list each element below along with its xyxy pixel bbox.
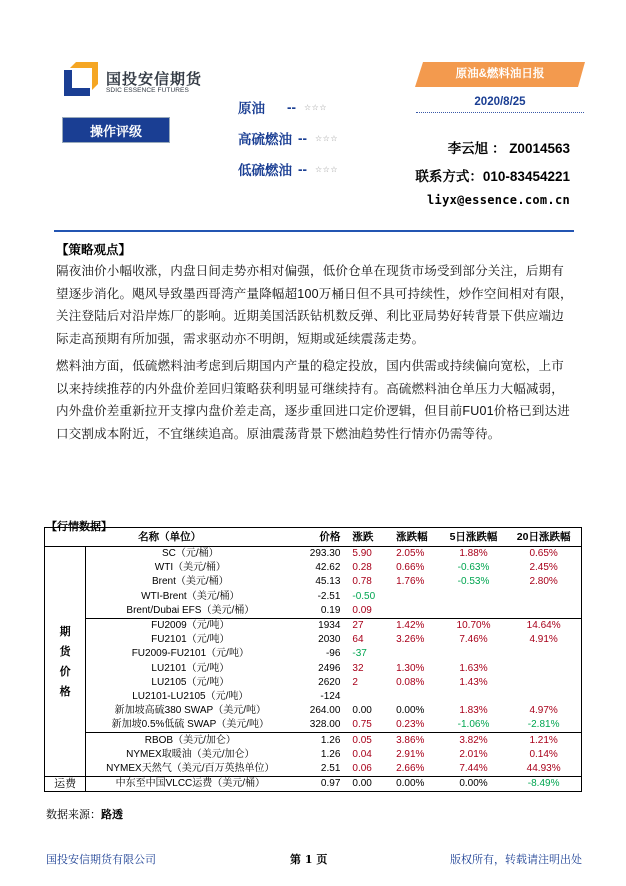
- cell-change-pct: 1.30%: [396, 662, 425, 674]
- cell-5d-change: [441, 647, 507, 661]
- category-freight: 运费: [45, 777, 86, 792]
- cell-change-pct: 2.05%: [396, 548, 425, 560]
- report-title-banner: [415, 62, 585, 87]
- cell-5d-change: 3.82%: [441, 733, 507, 748]
- cell-change-pct: 1.76%: [396, 576, 425, 588]
- cell-5d-change: [441, 590, 507, 604]
- cell-change-pct: 3.86%: [392, 733, 441, 748]
- cell-5d-change: 1.88%: [459, 548, 488, 560]
- cell-name: NYMEX取暖油（美元/加仑）: [126, 748, 255, 760]
- cell-5d-change: -0.63%: [457, 562, 490, 574]
- cell-price: 293.30: [309, 548, 341, 560]
- cell-price: -124: [320, 690, 341, 702]
- data-source: [46, 806, 123, 822]
- cell-name: FU2009-FU2101（元/吨）: [131, 648, 249, 660]
- cell-name: WTI（美元/桶）: [154, 562, 226, 574]
- cell-change: 0.09: [352, 604, 372, 616]
- table-row: [45, 676, 582, 690]
- table-row: [45, 590, 582, 604]
- cell-change: 27: [344, 618, 392, 633]
- table-row: [45, 561, 582, 575]
- cell-price: 1934: [294, 618, 344, 633]
- cell-change-pct: [392, 647, 441, 661]
- cell-20d-change: 0.65%: [529, 548, 558, 560]
- rating-signal: --: [287, 99, 296, 115]
- report-title: 原油&燃料油日报: [455, 68, 545, 80]
- cell-change: 0.00: [352, 705, 372, 717]
- cell-5d-change: 7.46%: [459, 634, 488, 646]
- report-date: 2020/8/25: [474, 96, 526, 108]
- cell-5d-change: 2.01%: [459, 748, 488, 760]
- rating-product: 低硫燃油: [238, 163, 292, 178]
- footer-company: 国投安信期货有限公司: [46, 853, 156, 866]
- cell-name: FU2009（元/吨）: [86, 618, 294, 633]
- col-header-20d-change: 20日涨跌幅: [506, 528, 581, 547]
- rating-box: 操作评级: [62, 117, 170, 143]
- cell-change: -37: [352, 648, 367, 660]
- category-futures-price: [45, 547, 86, 777]
- col-header-price: 价格: [294, 528, 344, 547]
- cell-change-pct: 0.00%: [396, 705, 425, 717]
- rating-signal: --: [298, 130, 307, 146]
- cell-change-pct: 2.91%: [396, 748, 425, 760]
- cell-change-pct: [392, 690, 441, 704]
- table-row: [45, 647, 582, 661]
- col-header-5d-change: 5日涨跌幅: [441, 528, 507, 547]
- col-header-change: 涨跌: [344, 528, 392, 547]
- cell-20d-change: [506, 647, 581, 661]
- star-rating-icon: ☆☆☆: [315, 133, 339, 143]
- cell-5d-change: [441, 690, 507, 704]
- table-row: [45, 777, 582, 792]
- strategy-paragraph-crude: 隔夜油价小幅收涨，内盘日间走势亦相对偏强，低价仓单在现货市场受到部分关注，后期有望逐步消化。飓风导致墨西哥湾产量降幅超100万桶日但不具可持续性，炒作空间相对有限，关注登陆后对沿岸炼厂的影响。近期美国活跃钻机数反弹、利比亚局势好转背景下供应端边际走高预期有所加强，需求驱动亦不明朗，短期或延续震荡走势。: [56, 264, 573, 346]
- cell-name: 中东至中国VLCC运费（美元/桶）: [86, 777, 294, 792]
- cell-price: 328.00: [309, 719, 341, 731]
- cell-name: LU2105（元/吨）: [151, 676, 230, 688]
- strategy-title: 【策略观点】: [56, 243, 132, 257]
- cell-20d-change: 4.97%: [529, 705, 558, 717]
- table-row: [45, 633, 582, 647]
- cell-change: 0.75: [352, 719, 372, 731]
- cell-name: 新加坡0.5%低硫 SWAP（美元/吨）: [111, 719, 270, 731]
- cell-20d-change: 14.64%: [506, 618, 581, 633]
- strategy-paragraph-fuel-oil: 燃料油方面，低硫燃料油考虑到后期国内产量的稳定投放，国内供需或持续偏向宽松，上市以来持续推荐的内外盘价差回归策略获利明显可继续持有。高硫燃料油仓单压力大幅减弱，内外盘价差重新拉开支撑内盘价差走高，逐步重回进口定价逻辑，但目前FU01价格已到达进口交割成本附近，不宜继续追高。原油震荡背景下燃油趋势性行情亦仍需等待。: [56, 359, 570, 441]
- cell-20d-change: 0.14%: [529, 748, 558, 760]
- cell-name: LU2101（元/吨）: [151, 662, 230, 674]
- category-label: 期 货 价 格: [59, 625, 71, 698]
- table-row: [45, 662, 582, 676]
- cell-20d-change: [506, 604, 581, 619]
- cell-name: Brent/Dubai EFS（美元/桶）: [126, 604, 255, 616]
- cell-price: 264.00: [309, 705, 341, 717]
- cell-price: 0.97: [294, 777, 344, 792]
- cell-change: 0.28: [352, 562, 372, 574]
- col-header-change-pct: 涨跌幅: [392, 528, 441, 547]
- table-row: [45, 704, 582, 718]
- cell-5d-change: [441, 604, 507, 619]
- data-source-label: 数据来源：: [46, 809, 101, 821]
- cell-price: 1.26: [294, 733, 344, 748]
- logo-mark-icon: [64, 62, 98, 96]
- table-row: [45, 604, 582, 619]
- market-data-table: [44, 527, 582, 792]
- rating-signal: --: [298, 161, 307, 177]
- cell-price: 2620: [318, 676, 341, 688]
- rating-low-sulfur-fuel-oil: [238, 159, 338, 179]
- cell-name: SC（元/桶）: [161, 548, 219, 560]
- cell-change: 0.05: [344, 733, 392, 748]
- star-rating-icon: ☆☆☆: [304, 102, 328, 112]
- cell-5d-change: 7.44%: [459, 762, 488, 774]
- cell-change: [344, 690, 392, 704]
- logo-name-en: SDIC ESSENCE FUTURES: [106, 87, 189, 94]
- cell-20d-change: [506, 590, 581, 604]
- cell-20d-change: 2.45%: [529, 562, 558, 574]
- cell-change: -0.50: [352, 590, 376, 602]
- rating-high-sulfur-fuel-oil: [238, 128, 338, 148]
- cell-5d-change: 1.63%: [459, 662, 488, 674]
- cell-5d-change: -1.06%: [457, 719, 490, 731]
- cell-change: 0.06: [352, 762, 372, 774]
- cell-20d-change: 2.80%: [529, 576, 558, 588]
- rating-product: 原油: [238, 101, 265, 116]
- cell-name: WTI-Brent（美元/桶）: [141, 590, 240, 602]
- cell-20d-change: 4.91%: [529, 634, 558, 646]
- cell-5d-change: 1.83%: [459, 705, 488, 717]
- col-header-name: 名称（单位）: [45, 528, 295, 547]
- table-row: [45, 748, 582, 762]
- cell-change: 0.04: [352, 748, 372, 760]
- cell-5d-change: 0.00%: [441, 777, 507, 792]
- cell-price: 2496: [318, 662, 341, 674]
- cell-price: 42.62: [315, 562, 341, 574]
- cell-20d-change: -8.49%: [506, 777, 581, 792]
- cell-price: 0.19: [320, 604, 341, 616]
- market-data-title: 【行情数据】: [46, 521, 112, 533]
- cell-price: 45.13: [315, 576, 341, 588]
- cell-change: 5.90: [352, 548, 372, 560]
- data-source-value: 路透: [101, 809, 123, 821]
- star-rating-icon: ☆☆☆: [315, 164, 339, 174]
- footer-page-number: 第 1 页: [290, 853, 328, 866]
- company-logo: [64, 62, 203, 96]
- cell-change-pct: [392, 590, 441, 604]
- cell-20d-change: [506, 662, 581, 676]
- cell-price: 2030: [318, 634, 341, 646]
- cell-change-pct: [392, 604, 441, 619]
- table-header-row: [45, 528, 582, 547]
- cell-price: -2.51: [317, 590, 341, 602]
- cell-20d-change: [506, 690, 581, 704]
- cell-change-pct: 0.00%: [392, 777, 441, 792]
- cell-price: -96: [325, 648, 341, 660]
- table-row: [45, 733, 582, 748]
- date-divider: [416, 112, 584, 113]
- cell-change: 0.78: [352, 576, 372, 588]
- cell-name: NYMEX天然气（美元/百万英热单位）: [106, 762, 275, 774]
- footer-copyright: 版权所有，转载请注明出处: [450, 853, 582, 866]
- analyst-info: 李云旭 ： Z0014563: [447, 141, 570, 156]
- rating-product: 高硫燃油: [238, 132, 292, 147]
- cell-5d-change: 1.43%: [459, 676, 488, 688]
- logo-name-cn: 国投安信期货: [106, 71, 203, 88]
- cell-name: FU2101（元/吨）: [151, 634, 230, 646]
- cell-change-pct: 3.26%: [396, 634, 425, 646]
- cell-price: 2.51: [320, 762, 341, 774]
- table-row: [45, 618, 582, 633]
- cell-5d-change: -0.53%: [457, 576, 490, 588]
- cell-change-pct: 0.23%: [396, 719, 425, 731]
- cell-5d-change: 10.70%: [441, 618, 507, 633]
- cell-change: 0.00: [344, 777, 392, 792]
- contact-phone: 联系方式：010-83454221: [415, 169, 570, 184]
- table-row: [45, 547, 582, 562]
- cell-name: RBOB（美元/加仑）: [86, 733, 294, 748]
- table-row: [45, 762, 582, 777]
- cell-change-pct: 0.08%: [396, 676, 425, 688]
- cell-change: 32: [352, 662, 364, 674]
- cell-20d-change: 44.93%: [526, 762, 561, 774]
- cell-20d-change: 1.21%: [506, 733, 581, 748]
- cell-20d-change: -2.81%: [527, 719, 560, 731]
- cell-change: 64: [352, 634, 364, 646]
- table-row: [45, 575, 582, 589]
- rating-crude-oil: [238, 97, 327, 117]
- cell-change: 2: [352, 676, 358, 688]
- section-divider: [54, 230, 574, 232]
- table-row: [45, 690, 582, 704]
- table-row: [45, 718, 582, 733]
- cell-name: 新加坡高硫380 SWAP（美元/吨）: [114, 705, 266, 717]
- cell-name: Brent（美元/桶）: [151, 576, 229, 588]
- cell-name: LU2101-LU2105（元/吨）: [132, 690, 249, 702]
- cell-change-pct: 0.66%: [396, 562, 425, 574]
- cell-20d-change: [506, 676, 581, 690]
- contact-email[interactable]: liyx@essence.com.cn: [427, 193, 570, 207]
- cell-change-pct: 2.66%: [396, 762, 425, 774]
- cell-price: 1.26: [320, 748, 341, 760]
- cell-change-pct: 1.42%: [392, 618, 441, 633]
